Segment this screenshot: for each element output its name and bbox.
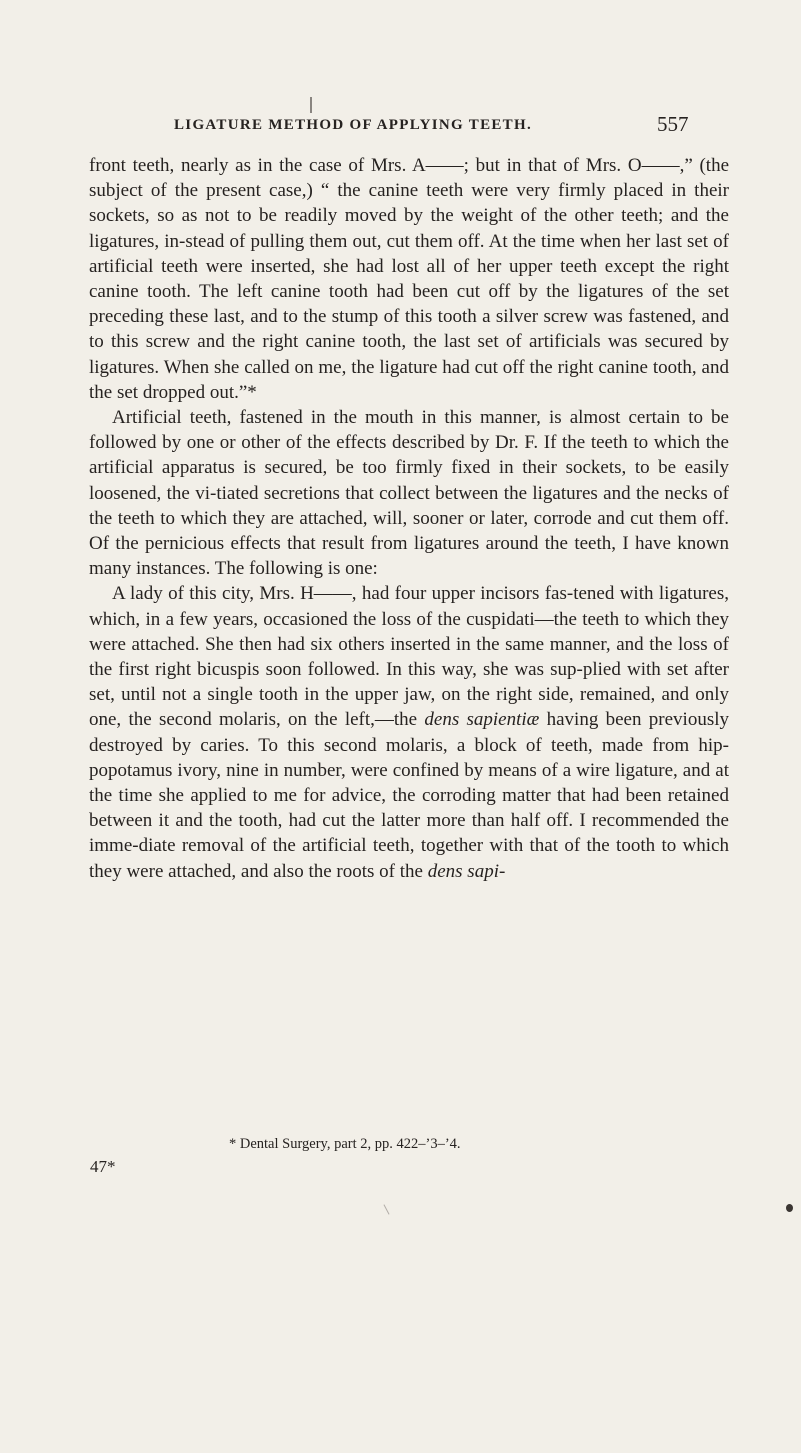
paragraph-3-text-a: A lady of this city, Mrs. H——, had four upper incisors fas-tened with ligatures, which, in a few years, occasioned the loss of the cuspidati—the teeth to which they were attached. She then had six others inserted in the same manner, and the loss of the first right bicuspis soon followed. In this way, she was sup-plied with set after set, until not a single tooth in the upper jaw, on the right side, remained, and only one, the second molaris, on the left,—the [89, 583, 729, 731]
stray-ink-dot [786, 1204, 793, 1212]
stray-print-mark-bottom [383, 1204, 389, 1214]
signature-mark: 47* [90, 1157, 116, 1176]
body-text [89, 153, 729, 884]
paragraph-2: Artificial teeth, fastened in the mouth in this manner, is almost certain to be followed by one or other of the effects described by Dr. F. If the teeth to which the artificial apparatus is secured, be too firmly fixed in their sockets, to be easily loosened, the vi-tiated secretions that collect between the ligatures and the necks of the teeth to which they are attached, will, sooner or later, corrode and cut them off. Of the pernicious effects that result from ligatures around the teeth, I have known many instances. The following is one: [89, 407, 729, 580]
stray-print-mark [310, 97, 312, 113]
page-number: 557 [657, 112, 689, 136]
paragraph-3 [89, 581, 729, 883]
latin-term-dens-sapientiae: dens sapientiæ [424, 709, 540, 731]
latin-term-dens-sapi: dens sapi- [427, 860, 506, 882]
footnote: * Dental Surgery, part 2, pp. 422–’3–’4. [229, 1136, 461, 1152]
paragraph-3-text-b: having been previously destroyed by caries. To this second molaris, a block of teeth, made from hip-popotamus ivory, nine in number, were confined by means of a wire ligature, and at the time she applied to me for advice, the corroding matter that had been retained between it and the tooth, had cut the latter more than half off. I recommended the imme-diate removal of the artificial teeth, together with that of the tooth to which they were attached, and also the roots of the [89, 709, 729, 882]
running-title: LIGATURE METHOD OF APPLYING TEETH. [174, 117, 533, 133]
paragraph-1: front teeth, nearly as in the case of Mrs. A——; but in that of Mrs. O——,” (the subject of the present case,) “ the canine teeth were very firmly placed in their sockets, so as not to be readily moved by the weight of the other teeth; and the ligatures, in-stead of pulling them out, cut them off. At the time when her last set of artificial teeth were inserted, she had lost all of her upper teeth except the right canine tooth. The left canine tooth had been cut off by the ligatures of the set preceding these last, and to the stump of this tooth a silver screw was fastened, and to this screw and the right canine tooth, the last set of artificials was secured by ligatures. When she called on me, the ligature had cut off the right canine tooth, and the set dropped out.”* [89, 155, 729, 403]
